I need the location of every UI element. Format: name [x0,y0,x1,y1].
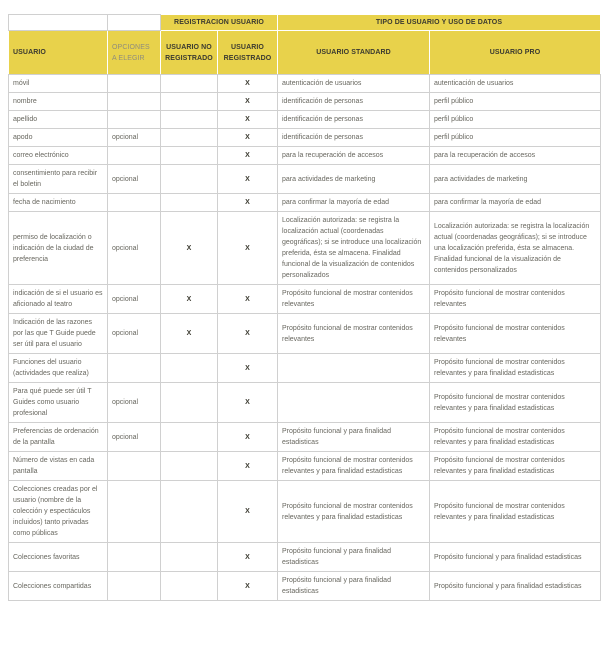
cell-pro: autenticación de usuarios [430,75,601,93]
cell-opciones: opcional [108,314,161,354]
cell-usuario: Número de vistas en cada pantalla [9,452,108,481]
cell-standard [278,383,430,423]
column-header-row [9,31,601,75]
cell-no-registrado [161,452,218,481]
cell-pro: para confirmar la mayoría de edad [430,194,601,212]
cell-usuario: apodo [9,129,108,147]
cell-standard: Propósito funcional de mostrar contenidos relevantes [278,285,430,314]
cell-standard: identificación de personas [278,111,430,129]
cell-registrado: X [218,452,278,481]
table-row [9,111,601,129]
cell-registrado: X [218,165,278,194]
column-header-usuario-pro: USUARIO PRO [430,31,601,75]
cell-registrado: X [218,212,278,285]
cell-pro: Propósito funcional de mostrar contenidos relevantes [430,285,601,314]
cell-no-registrado [161,423,218,452]
table-row [9,165,601,194]
cell-pro: Propósito funcional y para finalidad estadisticas [430,543,601,572]
cell-no-registrado [161,75,218,93]
cell-opciones: opcional [108,165,161,194]
cell-standard: Propósito funcional de mostrar contenidos relevantes y para finalidad estadisticas [278,452,430,481]
cell-pro: perfil público [430,111,601,129]
cell-standard: Propósito funcional de mostrar contenidos relevantes [278,314,430,354]
cell-opciones [108,452,161,481]
column-header-usuario-registrado: USUARIO REGISTRADO [218,31,278,75]
cell-usuario: Preferencias de ordenación de la pantalla [9,423,108,452]
cell-opciones [108,194,161,212]
table-row [9,543,601,572]
column-header-usuario: USUARIO [9,31,108,75]
cell-usuario: apellido [9,111,108,129]
cell-usuario: Para qué puede ser útil T Guides como usuario profesional [9,383,108,423]
table-row [9,314,601,354]
cell-pro: perfil público [430,93,601,111]
cell-registrado: X [218,423,278,452]
cell-standard: Localización autorizada: se registra la localización actual (coordenadas geográficas); si se introduce una localización preferida, ésta se almacena. Finalidad funcional de la visualización de contenidos personalizados [278,212,430,285]
cell-opciones: opcional [108,129,161,147]
cell-no-registrado: X [161,212,218,285]
cell-usuario: Colecciones compartidas [9,572,108,601]
cell-standard: identificación de personas [278,93,430,111]
cell-registrado: X [218,111,278,129]
cell-opciones: opcional [108,383,161,423]
table-row [9,423,601,452]
cell-no-registrado [161,354,218,383]
column-header-opciones-a-elegir: OPCIONES A ELEGIR [108,31,161,75]
table-row [9,147,601,165]
blank-header-cell [108,15,161,31]
cell-no-registrado [161,129,218,147]
cell-no-registrado [161,165,218,194]
cell-pro: Propósito funcional de mostrar contenidos relevantes y para finalidad estadisticas [430,481,601,543]
cell-opciones [108,543,161,572]
user-data-table [8,14,601,601]
cell-pro: Propósito funcional de mostrar contenidos relevantes y para finalidad estadisticas [430,354,601,383]
cell-registrado: X [218,285,278,314]
cell-opciones: opcional [108,423,161,452]
cell-no-registrado: X [161,285,218,314]
cell-no-registrado [161,93,218,111]
cell-registrado: X [218,314,278,354]
cell-pro: Propósito funcional de mostrar contenidos relevantes y para finalidad estadisticas [430,452,601,481]
cell-standard: Propósito funcional y para finalidad estadisticas [278,572,430,601]
cell-usuario: nombre [9,93,108,111]
cell-standard: identificación de personas [278,129,430,147]
cell-usuario: Colecciones favoritas [9,543,108,572]
cell-registrado: X [218,75,278,93]
cell-opciones [108,481,161,543]
cell-no-registrado [161,543,218,572]
blank-header-cell [9,15,108,31]
table-body [9,75,601,601]
cell-standard: para actividades de marketing [278,165,430,194]
table-row [9,481,601,543]
cell-no-registrado [161,194,218,212]
cell-no-registrado [161,481,218,543]
cell-opciones [108,111,161,129]
cell-usuario: indicación de si el usuario es aficionado al teatro [9,285,108,314]
table-row [9,129,601,147]
table-row [9,93,601,111]
cell-standard: para la recuperación de accesos [278,147,430,165]
table-row [9,383,601,423]
cell-usuario: Colecciones creadas por el usuario (nombre de la colección y espectáculos incluidos) tanto privadas como públicas [9,481,108,543]
cell-opciones [108,75,161,93]
cell-no-registrado [161,147,218,165]
cell-usuario: consentimiento para recibir el boletin [9,165,108,194]
cell-usuario: permiso de localización o indicación de la ciudad de preferencia [9,212,108,285]
cell-opciones [108,93,161,111]
cell-registrado: X [218,543,278,572]
table-row [9,194,601,212]
cell-usuario: correo electrónico [9,147,108,165]
cell-standard: para confirmar la mayoría de edad [278,194,430,212]
cell-usuario: móvil [9,75,108,93]
cell-pro: para la recuperación de accesos [430,147,601,165]
cell-registrado: X [218,481,278,543]
cell-registrado: X [218,147,278,165]
cell-pro: perfil público [430,129,601,147]
cell-standard: Propósito funcional de mostrar contenidos relevantes y para finalidad estadisticas [278,481,430,543]
cell-opciones [108,354,161,383]
cell-registrado: X [218,383,278,423]
cell-pro: Localización autorizada: se registra la localización actual (coordenadas geográficas); si se introduce una localización preferida, ésta se almacena. Finalidad funcional de la visualización de contenidos personalizados [430,212,601,285]
cell-usuario: Funciones del usuario (actividades que realiza) [9,354,108,383]
cell-opciones: opcional [108,212,161,285]
cell-pro: Propósito funcional y para finalidad estadisticas [430,572,601,601]
table-row [9,354,601,383]
cell-pro: Propósito funcional de mostrar contenidos relevantes y para finalidad estadisticas [430,383,601,423]
cell-registrado: X [218,129,278,147]
table-row [9,452,601,481]
table-row [9,75,601,93]
column-header-usuario-standard: USUARIO STANDARD [278,31,430,75]
cell-no-registrado: X [161,314,218,354]
table-row [9,212,601,285]
cell-pro: Propósito funcional de mostrar contenidos relevantes [430,314,601,354]
cell-no-registrado [161,383,218,423]
cell-opciones [108,147,161,165]
cell-opciones [108,572,161,601]
cell-standard: autenticación de usuarios [278,75,430,93]
cell-standard: Propósito funcional y para finalidad estadisticas [278,543,430,572]
cell-registrado: X [218,93,278,111]
cell-pro: para actividades de marketing [430,165,601,194]
cell-registrado: X [218,194,278,212]
cell-opciones: opcional [108,285,161,314]
cell-no-registrado [161,111,218,129]
cell-pro: Propósito funcional de mostrar contenidos relevantes y para finalidad estadisticas [430,423,601,452]
table-row [9,572,601,601]
cell-usuario: fecha de nacimiento [9,194,108,212]
cell-no-registrado [161,572,218,601]
cell-standard [278,354,430,383]
cell-registrado: X [218,572,278,601]
group-header-tipo-de-usuario: TIPO DE USUARIO Y USO DE DATOS [278,15,601,31]
column-header-usuario-no-registrado: USUARIO NO REGISTRADO [161,31,218,75]
cell-standard: Propósito funcional y para finalidad estadisticas [278,423,430,452]
cell-usuario: Indicación de las razones por las que T Guide puede ser útil para el usuario [9,314,108,354]
table-row [9,285,601,314]
group-header-row [9,15,601,31]
cell-registrado: X [218,354,278,383]
group-header-registracion-usuario: REGISTRACION USUARIO [161,15,278,31]
